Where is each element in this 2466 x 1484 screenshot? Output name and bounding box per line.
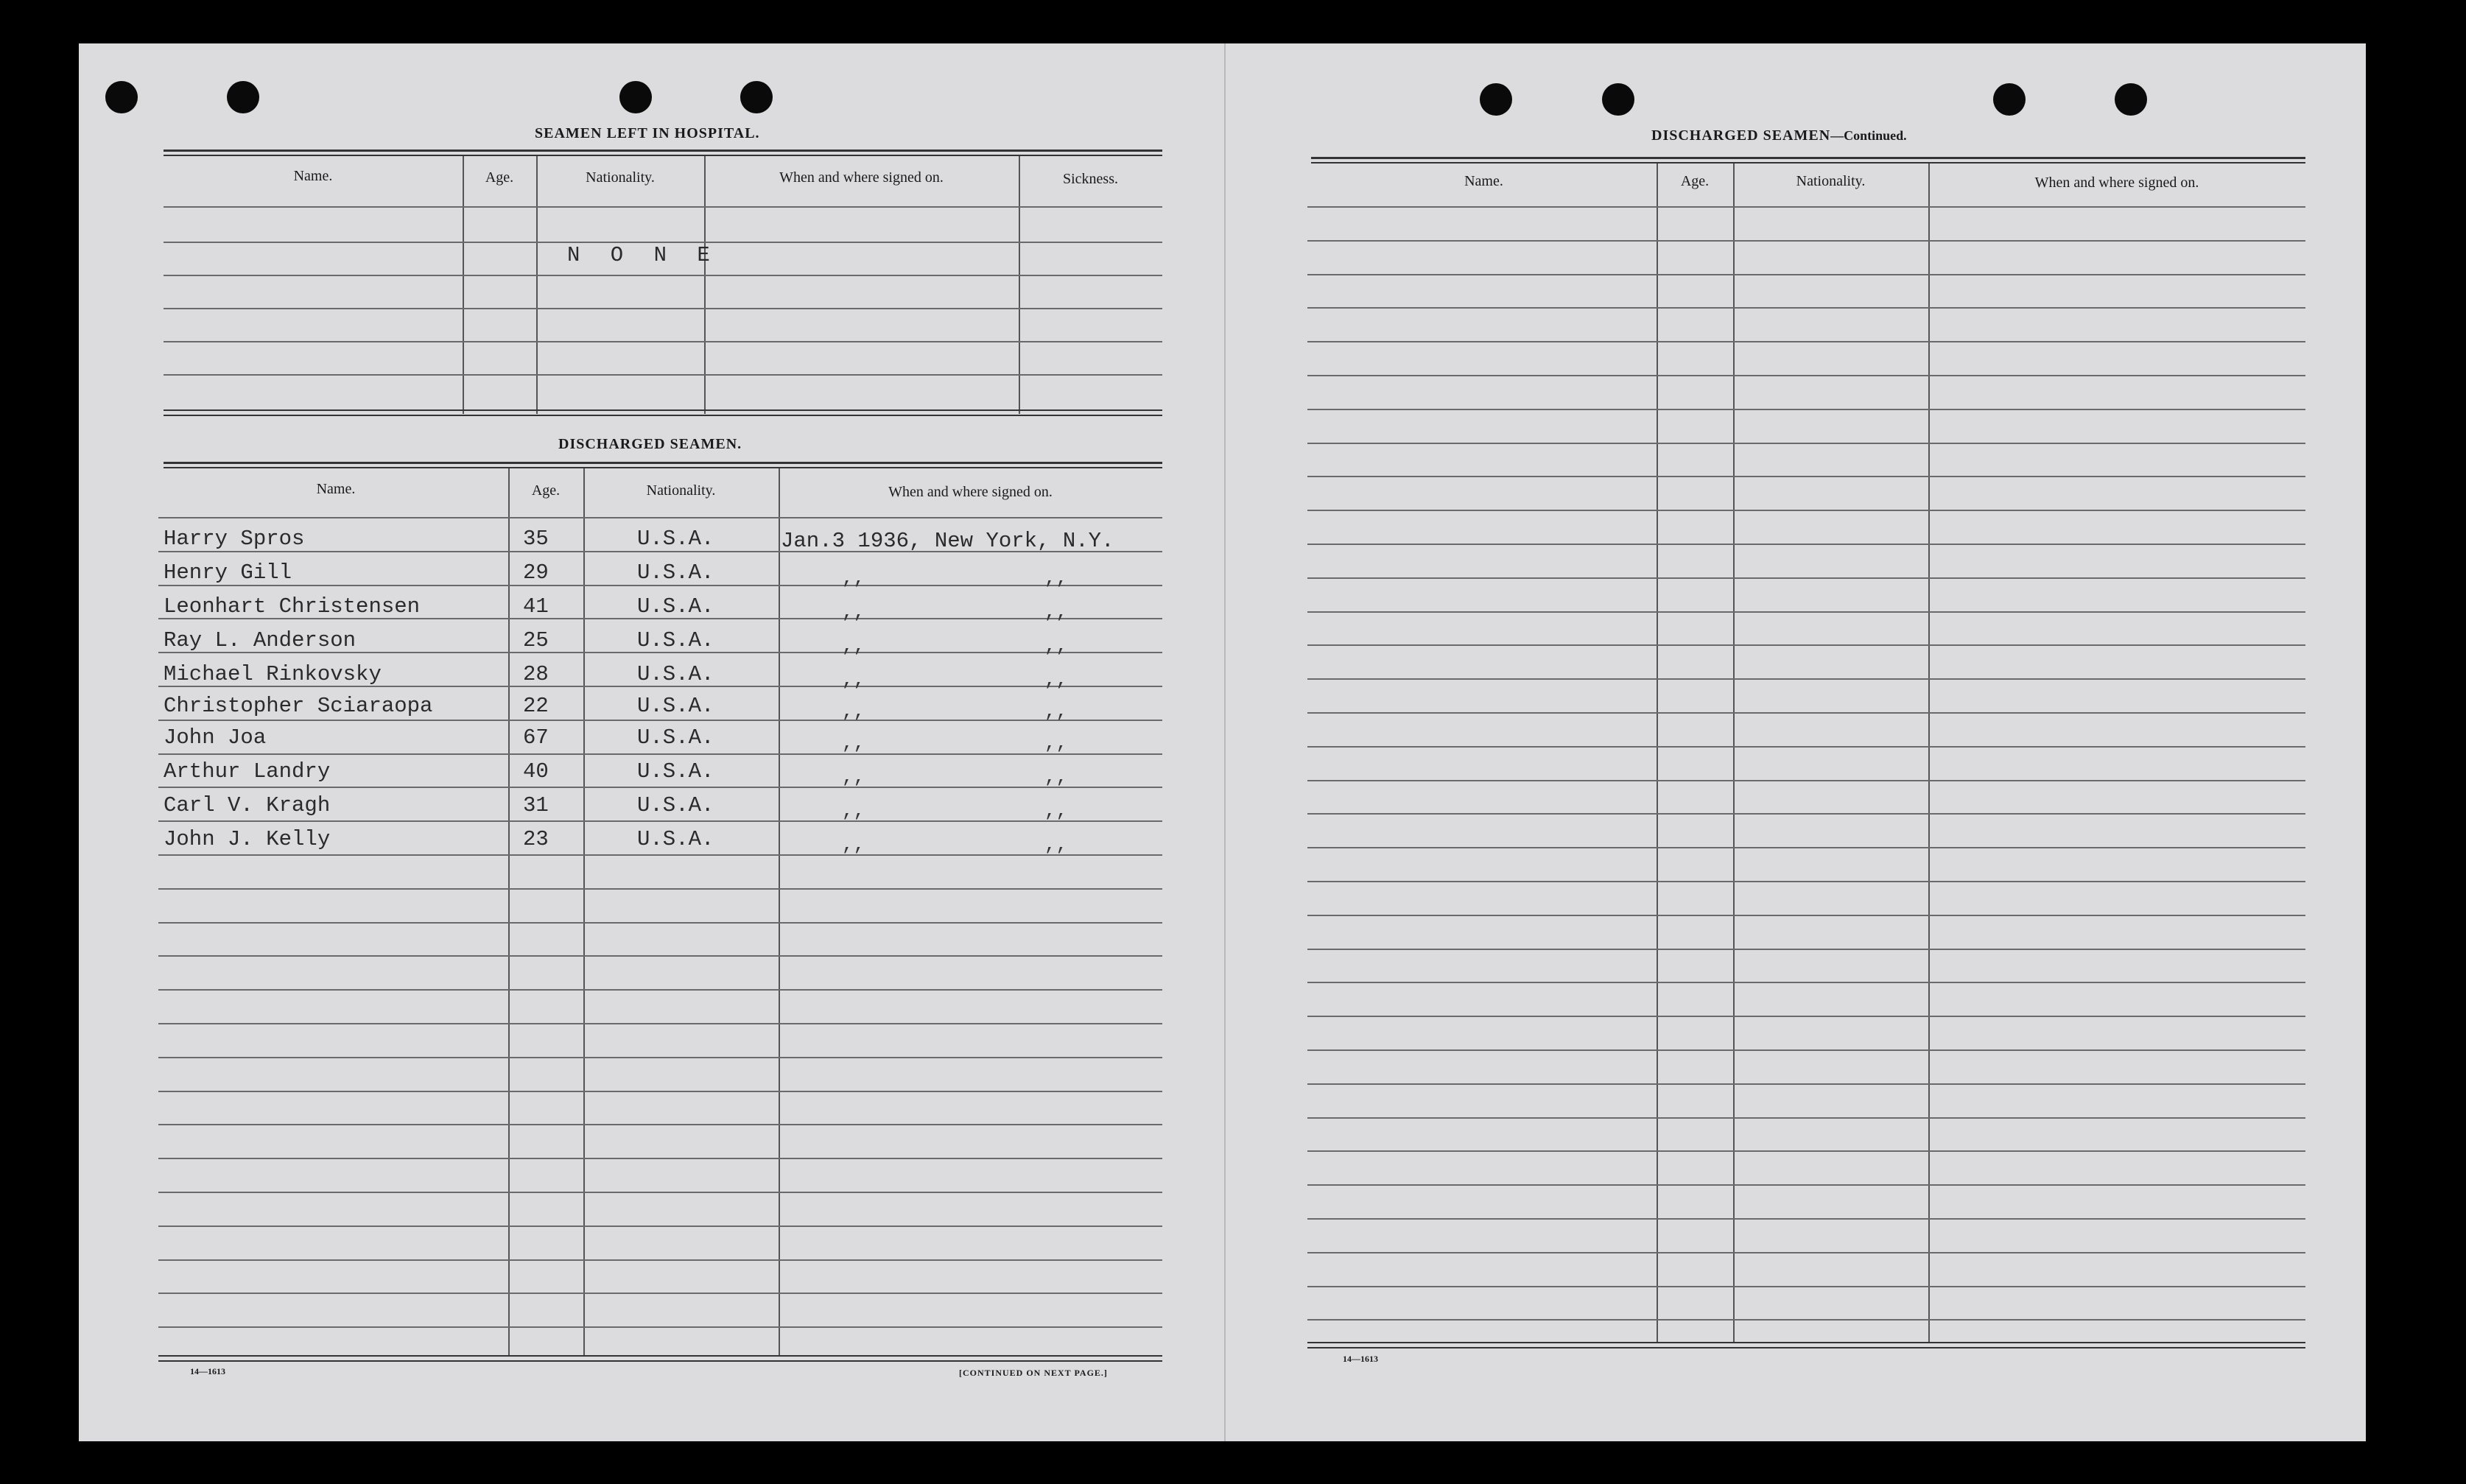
right-top-rule	[1311, 157, 2305, 159]
punch-hole	[1480, 83, 1512, 116]
discharged-col-age: Age.	[531, 482, 561, 499]
seaman-age: 31	[523, 793, 549, 817]
hospital-top-rule-2	[164, 155, 1162, 156]
discharged-section-title: DISCHARGED SEAMEN.	[558, 436, 742, 452]
right-divider	[1928, 163, 1930, 1342]
hospital-row-line	[164, 341, 1162, 342]
ruled-line	[1307, 1150, 2305, 1152]
ruled-line	[1307, 678, 2305, 680]
ruled-line	[1307, 915, 2305, 916]
left-form-number: 14—1613	[190, 1366, 225, 1376]
ruled-line	[1307, 409, 2305, 410]
ditto-mark: ,,	[842, 601, 865, 623]
ruled-line	[1307, 443, 2305, 444]
ruled-line	[158, 854, 1162, 856]
hospital-row-line	[164, 374, 1162, 376]
ruled-line	[158, 1091, 1162, 1092]
hospital-row-line	[164, 275, 1162, 276]
ruled-line	[1307, 1319, 2305, 1321]
ruled-line	[1307, 577, 2305, 579]
ruled-line	[1307, 746, 2305, 748]
ditto-mark: ,,	[1044, 800, 1068, 822]
ruled-line	[158, 753, 1162, 755]
ditto-mark: ,,	[842, 567, 865, 589]
right-title-main: DISCHARGED SEAMEN	[1651, 127, 1831, 144]
ruled-line	[1307, 1083, 2305, 1085]
seaman-nationality: U.S.A.	[637, 560, 714, 585]
seaman-age: 35	[523, 527, 549, 551]
ruled-line	[1307, 712, 2305, 714]
seaman-nationality: U.S.A.	[637, 662, 714, 686]
ruled-line	[158, 989, 1162, 991]
discharged-top-rule	[164, 462, 1162, 464]
seaman-nationality: U.S.A.	[637, 793, 714, 817]
ruled-line	[1307, 1117, 2305, 1119]
ruled-line	[1307, 510, 2305, 511]
ruled-line	[158, 1023, 1162, 1024]
seaman-age: 41	[523, 594, 549, 619]
hospital-row-line	[164, 206, 1162, 208]
ruled-line	[1307, 341, 2305, 342]
seaman-nationality: U.S.A.	[637, 594, 714, 619]
ditto-mark: ,,	[842, 834, 865, 856]
ruled-line	[1307, 1252, 2305, 1253]
ruled-line	[1307, 544, 2305, 545]
seaman-nationality: U.S.A.	[637, 694, 714, 718]
punch-hole	[2115, 83, 2147, 116]
hospital-col-nationality: Nationality.	[586, 169, 655, 186]
right-section-title	[1651, 127, 1907, 144]
ruled-line	[158, 1192, 1162, 1193]
right-form-number: 14—1613	[1343, 1354, 1378, 1364]
discharged-divider	[583, 468, 585, 1356]
right-col-signed-on: When and where signed on.	[2034, 175, 2199, 191]
ruled-line	[1307, 847, 2305, 848]
ruled-line	[158, 922, 1162, 924]
right-title-continued: —Continued.	[1830, 128, 1907, 143]
ditto-mark: ,,	[842, 766, 865, 788]
right-col-name: Name.	[1464, 173, 1503, 189]
seaman-name: John J. Kelly	[164, 827, 331, 851]
seaman-nationality: U.S.A.	[637, 759, 714, 784]
ruled-line	[158, 1057, 1162, 1058]
discharged-col-signed-on: When and where signed on.	[888, 484, 1053, 500]
ditto-mark: ,,	[1044, 601, 1068, 623]
ruled-line	[158, 1158, 1162, 1159]
ruled-line	[1307, 1049, 2305, 1051]
right-bottom-rule	[1307, 1342, 2305, 1343]
ruled-line	[1307, 982, 2305, 983]
punch-hole	[619, 81, 652, 113]
punch-hole	[740, 81, 773, 113]
seaman-age: 25	[523, 628, 549, 653]
seaman-age: 67	[523, 725, 549, 750]
punch-hole	[105, 81, 138, 113]
right-divider	[1657, 163, 1658, 1342]
ruled-line	[1307, 1218, 2305, 1220]
hospital-bottom-rule-2	[164, 415, 1162, 416]
hospital-entry: N O N E	[567, 243, 719, 267]
ruled-line	[158, 787, 1162, 788]
ditto-mark: ,,	[1044, 635, 1068, 657]
ruled-line	[158, 585, 1162, 586]
seaman-name: Harry Spros	[164, 527, 305, 551]
ruled-line	[1307, 813, 2305, 815]
ditto-mark: ,,	[1044, 834, 1068, 856]
ditto-mark: ,,	[1044, 669, 1068, 691]
ruled-line	[1307, 611, 2305, 613]
seaman-nationality: U.S.A.	[637, 628, 714, 653]
ruled-line	[158, 1259, 1162, 1261]
right-bottom-rule-2	[1307, 1347, 2305, 1348]
right-top-rule-2	[1311, 162, 2305, 163]
ditto-mark: ,,	[1044, 766, 1068, 788]
ruled-line	[158, 517, 1162, 518]
ditto-mark: ,,	[842, 700, 865, 722]
hospital-col-age: Age.	[485, 169, 514, 186]
ruled-line	[1307, 240, 2305, 242]
seaman-nationality: U.S.A.	[637, 527, 714, 551]
ruled-line	[1307, 949, 2305, 950]
hospital-top-rule	[164, 150, 1162, 152]
discharged-bottom-rule-2	[158, 1360, 1162, 1362]
ditto-mark: ,,	[1044, 700, 1068, 722]
hospital-col-signed-on: When and where signed on.	[779, 169, 944, 186]
ditto-mark: ,,	[842, 732, 865, 754]
hospital-col-sickness: Sickness.	[1063, 171, 1118, 187]
ruled-line	[1307, 307, 2305, 309]
ruled-line	[158, 1124, 1162, 1125]
ruled-line	[1307, 881, 2305, 882]
hospital-bottom-rule	[164, 409, 1162, 411]
ruled-line	[1307, 1184, 2305, 1186]
ruled-line	[158, 955, 1162, 957]
punch-hole	[1993, 83, 2026, 116]
ruled-line	[1307, 1016, 2305, 1017]
seaman-age: 28	[523, 662, 549, 686]
ruled-line	[1307, 1286, 2305, 1287]
ruled-line	[1307, 780, 2305, 781]
ditto-mark: ,,	[842, 669, 865, 691]
seaman-name: Carl V. Kragh	[164, 793, 331, 817]
continued-note: [CONTINUED ON NEXT PAGE.]	[959, 1368, 1108, 1378]
discharged-col-nationality: Nationality.	[646, 482, 716, 499]
ruled-line	[1307, 644, 2305, 646]
punch-hole	[1602, 83, 1634, 116]
ditto-mark: ,,	[842, 635, 865, 657]
ruled-line	[1307, 274, 2305, 275]
right-col-nationality: Nationality.	[1796, 173, 1866, 189]
ditto-mark: ,,	[842, 800, 865, 822]
ditto-mark: ,,	[1044, 567, 1068, 589]
page-fold	[1224, 43, 1226, 1441]
hospital-section-title: SEAMEN LEFT IN HOSPITAL.	[535, 125, 760, 141]
ruled-line	[158, 720, 1162, 721]
right-divider	[1733, 163, 1735, 1342]
hospital-col-name: Name.	[293, 168, 333, 184]
ruled-line	[158, 820, 1162, 822]
seaman-age: 22	[523, 694, 549, 718]
seaman-age: 23	[523, 827, 549, 851]
ruled-line	[1307, 375, 2305, 376]
punch-hole	[227, 81, 259, 113]
discharged-divider	[508, 468, 510, 1356]
ruled-line	[158, 1326, 1162, 1328]
document-sheet	[79, 43, 2366, 1441]
ruled-line	[1307, 206, 2305, 208]
ditto-mark: ,,	[1044, 732, 1068, 754]
discharged-top-rule-2	[164, 467, 1162, 468]
seaman-age: 40	[523, 759, 549, 784]
seaman-name: Leonhart Christensen	[164, 594, 421, 619]
seaman-name: Christopher Sciaraopa	[164, 694, 433, 718]
seaman-nationality: U.S.A.	[637, 827, 714, 851]
ruled-line	[158, 1293, 1162, 1294]
hospital-row-line	[164, 308, 1162, 309]
seaman-age: 29	[523, 560, 549, 585]
seaman-name: Michael Rinkovsky	[164, 662, 382, 686]
seaman-name: John Joa	[164, 725, 267, 750]
ruled-line	[1307, 476, 2305, 477]
seaman-nationality: U.S.A.	[637, 725, 714, 750]
seaman-name: Ray L. Anderson	[164, 628, 356, 653]
discharged-bottom-rule	[158, 1355, 1162, 1357]
seaman-name: Arthur Landry	[164, 759, 331, 784]
ruled-line	[158, 1225, 1162, 1227]
right-col-age: Age.	[1680, 173, 1710, 189]
seaman-signed-on: Jan.3 1936, New York, N.Y.	[781, 529, 1114, 553]
ruled-line	[158, 888, 1162, 890]
seaman-name: Henry Gill	[164, 560, 292, 585]
discharged-col-name: Name.	[316, 481, 356, 497]
discharged-divider	[779, 468, 780, 1356]
